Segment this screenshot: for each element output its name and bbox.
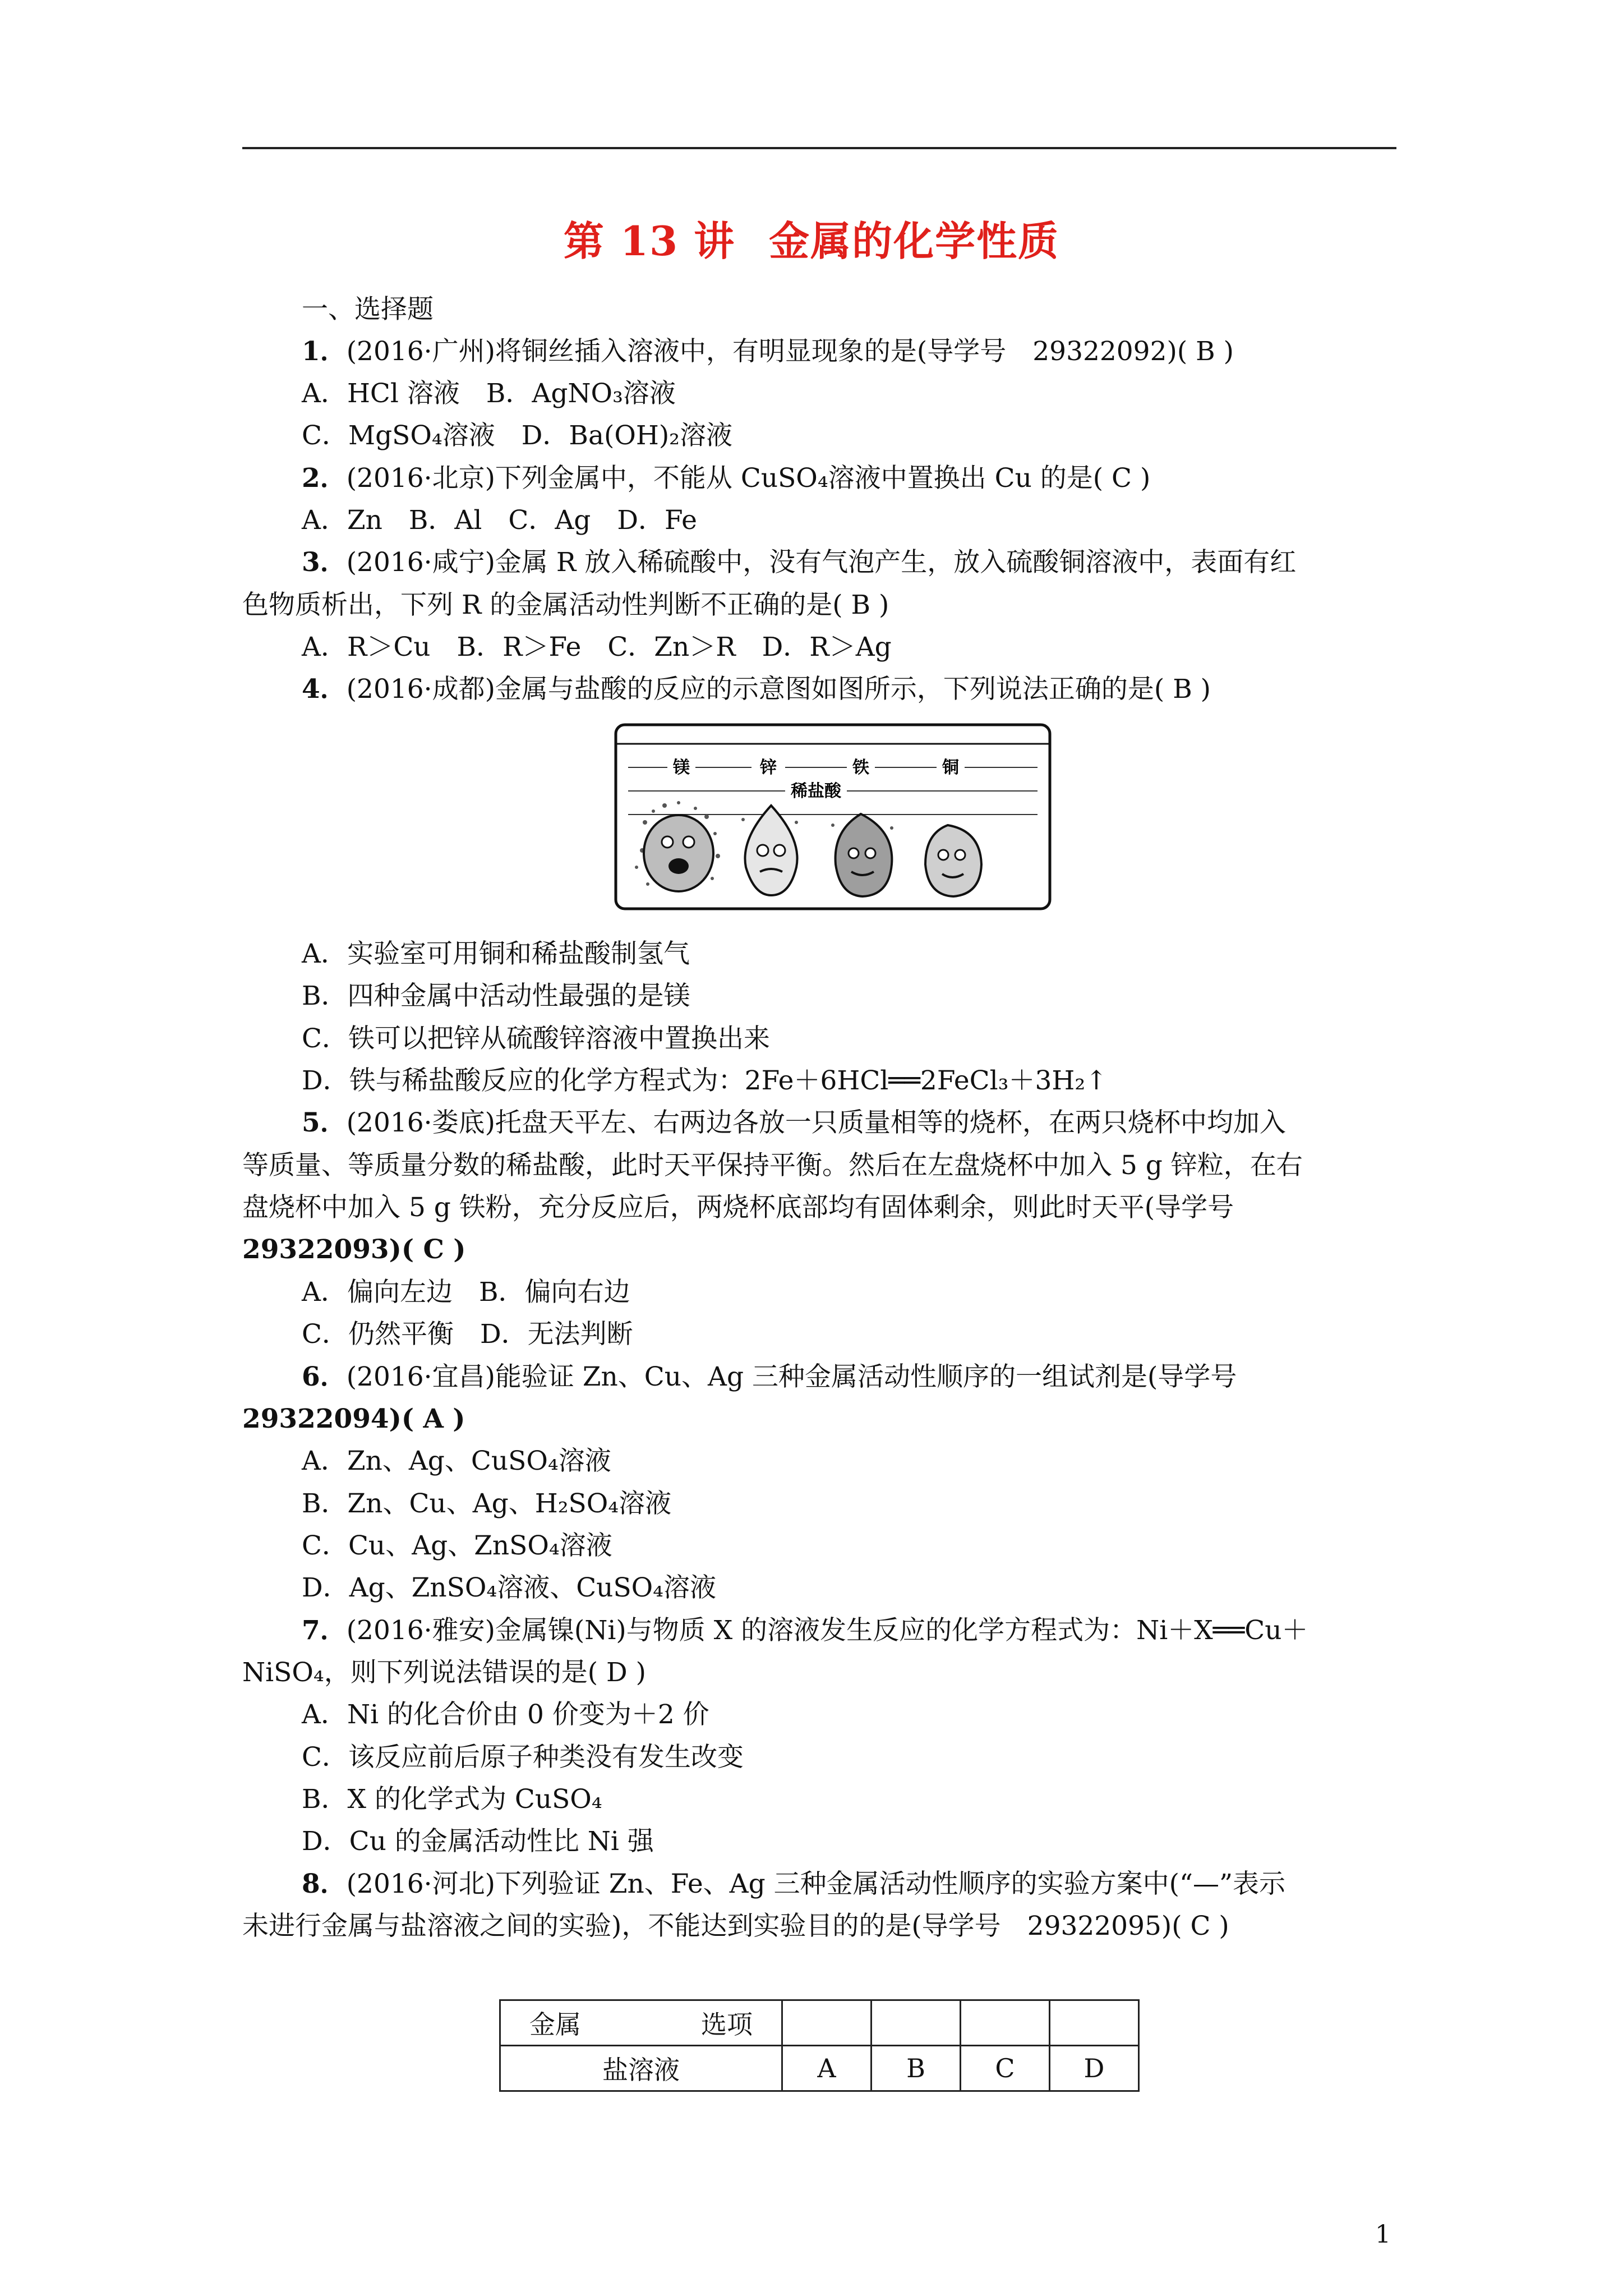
table-row	[500, 2046, 1139, 2091]
q6-option-d: D．Ag、ZnSO₄溶液、CuSO₄溶液	[302, 1572, 717, 1603]
table-corner-cell	[500, 2000, 782, 2046]
question-number: 7．	[302, 1615, 347, 1646]
question-text: (2016·雅安)金属镍(Ni)与物质 X 的溶液发生反应的化学方程式为：Ni＋X══Cu＋	[346, 1615, 1308, 1646]
question-number: 5．	[302, 1107, 347, 1138]
question-8	[302, 1867, 1285, 1901]
question-8-cont: 未进行金属与盐溶液之间的实验)，不能达到实验目的的是(导学号 29322095)( C )	[242, 1911, 1229, 1941]
question-number: 6．	[302, 1361, 347, 1392]
label-iron: 铁	[852, 758, 869, 777]
table-row	[500, 2000, 1139, 2046]
metal-acid-figure	[611, 721, 1054, 913]
question-7-cont: NiSO₄，则下列说法错误的是( D )	[242, 1657, 646, 1688]
question-6-cont: 29322094)( A )	[242, 1404, 465, 1434]
table-cell	[961, 2000, 1050, 2046]
question-number: 1．	[302, 336, 347, 367]
question-number: 3．	[302, 547, 347, 578]
option-d-cell: D	[1050, 2046, 1139, 2091]
label-copper: 铜	[942, 758, 959, 777]
q4-option-b: B．四种金属中活动性最强的是镁	[302, 981, 690, 1011]
q1-options-cd: C．MgSO₄溶液 D．Ba(OH)₂溶液	[302, 420, 733, 451]
experiment-table	[499, 1999, 1140, 2092]
corner-label-option: 选项	[701, 2009, 753, 2040]
question-text: (2016·咸宁)金属 R 放入稀硫酸中，没有气泡产生，放入硫酸铜溶液中，表面有红	[346, 547, 1297, 578]
question-text: (2016·河北)下列验证 Zn、Fe、Ag 三种金属活动性顺序的实验方案中(“—”表示	[346, 1869, 1286, 1899]
q6-option-a: A．Zn、Ag、CuSO₄溶液	[302, 1446, 611, 1476]
title-lecture: 第 13 讲	[563, 217, 736, 265]
q5-options-cd: C．仍然平衡 D．无法判断	[302, 1319, 633, 1350]
question-number: 8．	[302, 1869, 347, 1899]
q7-option-b: B．X 的化学式为 CuSO₄	[302, 1784, 602, 1815]
question-text: (2016·宜昌)能验证 Zn、Cu、Ag 三种金属活动性顺序的一组试剂是(导学号	[346, 1361, 1237, 1392]
q4-option-d: D．铁与稀盐酸反应的化学方程式为：2Fe＋6HCl══2FeCl₃＋3H₂↑	[302, 1065, 1108, 1096]
corner-label-metal: 金属	[529, 2009, 581, 2040]
option-c-cell: C	[961, 2046, 1050, 2091]
question-1	[302, 335, 1234, 369]
q4-option-a: A．实验室可用铜和稀盐酸制氢气	[302, 938, 690, 969]
q4-option-c: C．铁可以把锌从硫酸锌溶液中置换出来	[302, 1023, 770, 1054]
question-5	[302, 1106, 1286, 1140]
question-text: (2016·成都)金属与盐酸的反应的示意图如图所示，下列说法正确的是( B )	[346, 674, 1211, 705]
question-5-cont-3: 29322093)( C )	[242, 1234, 466, 1265]
question-4	[302, 673, 1211, 706]
question-5-cont-2: 盘烧杯中加入 5 g 铁粉，充分反应后，两烧杯底部均有固体剩余，则此时天平(导学号	[242, 1192, 1234, 1223]
question-number: 2．	[302, 463, 347, 494]
q7-option-c: C．该反应前后原子种类没有发生改变	[302, 1742, 744, 1773]
question-5-cont-1: 等质量、等质量分数的稀盐酸，此时天平保持平衡。然后在左盘烧杯中加入 5 g 锌粒，在右	[242, 1150, 1303, 1181]
label-dilute-hcl: 稀盐酸	[791, 781, 841, 801]
question-6	[302, 1360, 1237, 1394]
q6-option-b: B．Zn、Cu、Ag、H₂SO₄溶液	[302, 1488, 672, 1519]
page-title	[0, 209, 1623, 267]
q1-options-ab: A．HCl 溶液 B．AgNO₃溶液	[302, 378, 676, 409]
table-cell	[782, 2000, 872, 2046]
label-zinc: 锌	[760, 758, 777, 777]
title-topic: 金属的化学性质	[769, 217, 1060, 265]
q2-options: A．Zn B．Al C．Ag D．Fe	[302, 505, 697, 536]
label-magnesium: 镁	[673, 758, 690, 777]
section-heading: 一、选择题	[302, 294, 434, 325]
q5-options-ab: A．偏向左边 B．偏向右边	[302, 1277, 630, 1308]
question-7	[302, 1614, 1308, 1648]
table-cell	[1050, 2000, 1139, 2046]
header-rule	[242, 147, 1396, 149]
question-text: (2016·广州)将铜丝插入溶液中，有明显现象的是(导学号 29322092)( B )	[346, 336, 1234, 367]
question-text: (2016·北京)下列金属中，不能从 CuSO₄溶液中置换出 Cu 的是( C )	[346, 463, 1151, 494]
q6-option-c: C．Cu、Ag、ZnSO₄溶液	[302, 1530, 612, 1561]
q7-option-a: A．Ni 的化合价由 0 价变为＋2 价	[302, 1699, 709, 1730]
row-label-salt-solution: 盐溶液	[500, 2046, 782, 2091]
question-number: 4．	[302, 674, 347, 705]
question-text: (2016·娄底)托盘天平左、右两边各放一只质量相等的烧杯，在两只烧杯中均加入	[346, 1107, 1286, 1138]
question-2	[302, 462, 1150, 495]
q3-options: A．R＞Cu B．R＞Fe C．Zn＞R D．R＞Ag	[302, 632, 892, 662]
page-number: 1	[1375, 2220, 1391, 2249]
option-a-cell: A	[782, 2046, 872, 2091]
question-3	[302, 546, 1296, 579]
question-3-cont: 色物质析出，下列 R 的金属活动性判断不正确的是( B )	[242, 590, 889, 620]
option-b-cell: B	[872, 2046, 961, 2091]
q7-option-d: D．Cu 的金属活动性比 Ni 强	[302, 1826, 654, 1857]
table-cell	[872, 2000, 961, 2046]
